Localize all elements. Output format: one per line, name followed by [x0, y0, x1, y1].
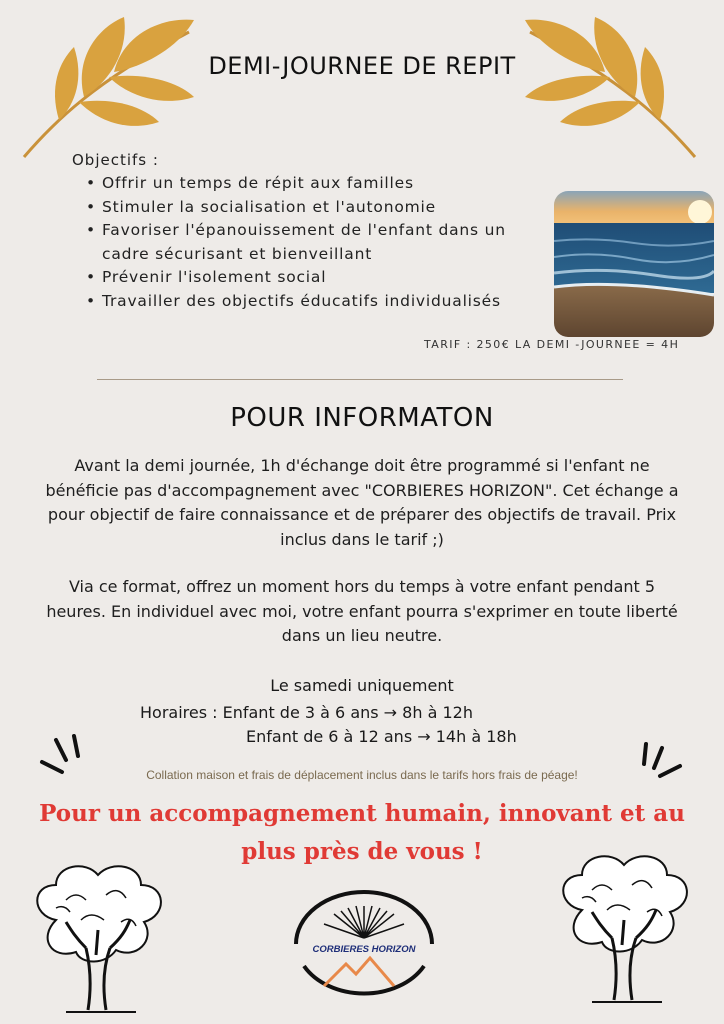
objective-item: • Offrir un temps de répit aux familles: [82, 172, 507, 196]
tree-illustration-right-icon: [552, 850, 697, 1005]
objectives-list: [82, 172, 507, 313]
collation-note: Collation maison et frais de déplacement inclus dans le tarifs hors frais de péage!: [146, 768, 578, 782]
schedule-line-1: Horaires : Enfant de 3 à 6 ans → 8h à 12h: [140, 703, 473, 722]
page-title: DEMI-JOURNEE DE REPIT: [208, 52, 516, 80]
beach-sunset-photo: [554, 191, 714, 337]
objective-item: • Favoriser l'épanouissement de l'enfant dans un cadre sécurisant et bienveillant: [82, 219, 507, 266]
tree-illustration-left-icon: [26, 860, 171, 1015]
emphasis-marks-right-icon: [636, 740, 696, 790]
schedule-day: Le samedi uniquement: [270, 676, 454, 695]
slogan: Pour un accompagnement humain, innovant et au plus près de vous !: [39, 800, 685, 865]
objective-item: • Prévenir l'isolement social: [82, 266, 507, 290]
schedule-hours: [140, 701, 517, 749]
info-paragraph-1: Avant la demi journée, 1h d'échange doit être programmé si l'enfant ne bénéficie pas d'accompagnement avec "CORBIERES HORIZON". Cet échange a pour objectif de faire connaissance et de préparer des objectifs de travail. Prix inclus dans le tarif ;): [45, 456, 679, 549]
objective-item: • Travailler des objectifs éducatifs individualisés: [82, 290, 507, 314]
objective-item: • Stimuler la socialisation et l'autonomie: [82, 196, 507, 220]
info-title: POUR INFORMATON: [230, 403, 494, 433]
logo-text: CORBIERES HORIZON: [312, 944, 416, 955]
golden-leaf-branch-right-icon: [520, 12, 705, 162]
info-paragraph-2: Via ce format, offrez un moment hors du temps à votre enfant pendant 5 heures. En individuel avec moi, votre enfant pourra s'exprimer en toute liberté dans un lieu neutre.: [46, 577, 678, 645]
objectives-heading: Objectifs :: [72, 151, 159, 169]
schedule-line-2: Enfant de 6 à 12 ans → 14h à 18h: [246, 727, 517, 746]
golden-leaf-branch-left-icon: [14, 12, 199, 162]
section-divider: [97, 379, 623, 380]
tarif-label: TARIF : 250€ LA DEMI -JOURNEE = 4H: [424, 338, 680, 351]
